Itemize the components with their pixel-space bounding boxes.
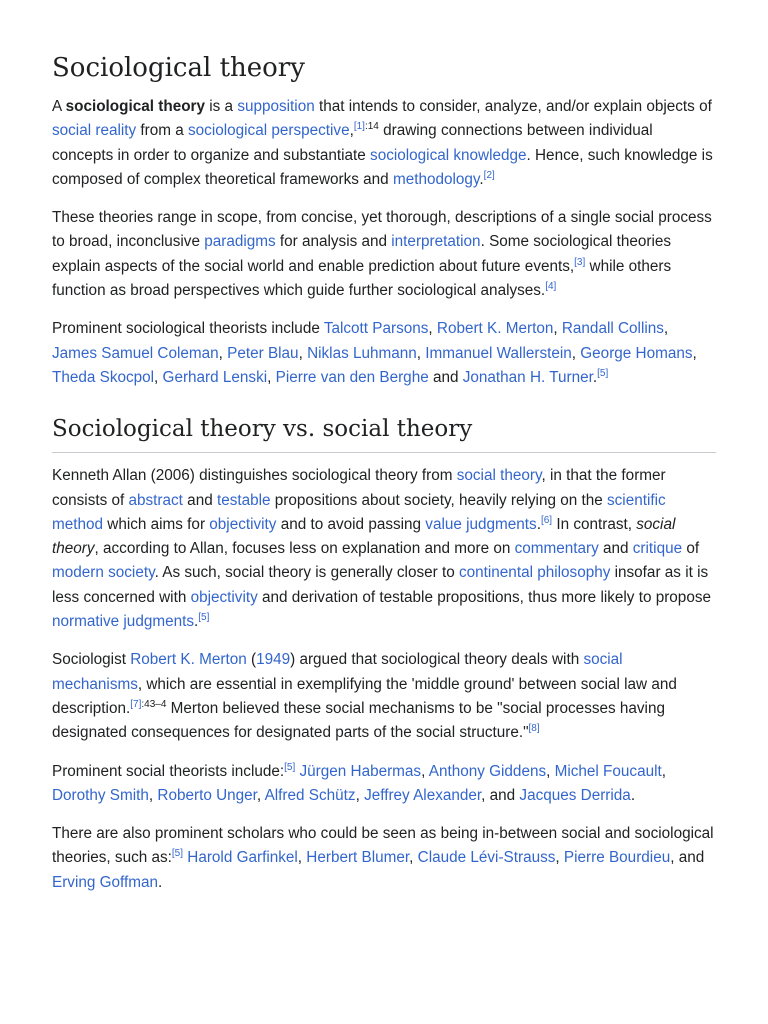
- citation-6[interactable]: [6]: [540, 514, 553, 526]
- link-george-homans[interactable]: George Homans: [580, 344, 693, 362]
- citation-3[interactable]: [3]: [574, 256, 586, 268]
- link-sociological-knowledge[interactable]: sociological knowledge: [370, 146, 527, 164]
- link-jacques-derrida[interactable]: Jacques Derrida: [519, 786, 631, 804]
- theorists-paragraph: Prominent sociological theorists include Talcott Parsons, Robert K. Merton, Randall Collins, James Samuel Coleman, Peter Blau, Niklas Luhmann, Immanuel Wallerstein, George Homans, Theda Skocpol, Gerhard Lenski, Pierre van den Berghe and Jonathan H. Turner.[5]: [52, 320, 697, 386]
- link-claude-levi-strauss[interactable]: Claude Lévi-Strauss: [417, 849, 556, 867]
- page-title: Sociological theory: [52, 53, 305, 83]
- link-value-judgments[interactable]: value judgments: [425, 515, 537, 533]
- section-heading: Sociological theory vs. social theory: [52, 390, 716, 453]
- social-theorists-paragraph: Prominent social theorists include:[5] Jürgen Habermas, Anthony Giddens, Michel Foucault, Dorothy Smith, Roberto Unger, Alfred Schütz, Jeffrey Alexander, and Jacques Derrida.: [52, 761, 666, 804]
- link-normative-judgments[interactable]: normative judgments: [52, 613, 194, 631]
- link-anthony-giddens[interactable]: Anthony Giddens: [428, 762, 547, 780]
- link-michel-foucault[interactable]: Michel Foucault: [554, 762, 662, 780]
- link-pierre-van-den-berghe[interactable]: Pierre van den Berghe: [275, 368, 429, 386]
- link-social-theory[interactable]: social theory: [456, 467, 542, 485]
- link-talcott-parsons[interactable]: Talcott Parsons: [323, 320, 429, 338]
- link-erving-goffman[interactable]: Erving Goffman: [52, 873, 158, 891]
- link-commentary[interactable]: commentary: [514, 540, 599, 558]
- link-harold-garfinkel[interactable]: Harold Garfinkel: [187, 849, 298, 867]
- link-interpretation[interactable]: interpretation: [391, 233, 481, 251]
- link-gerhard-lenski[interactable]: Gerhard Lenski: [162, 368, 268, 386]
- citation-5[interactable]: [5]: [597, 367, 609, 379]
- link-jeffrey-alexander[interactable]: Jeffrey Alexander: [364, 786, 482, 804]
- link-supposition[interactable]: supposition: [237, 98, 315, 115]
- link-james-coleman[interactable]: James Samuel Coleman: [52, 344, 219, 362]
- link-methodology[interactable]: methodology: [392, 170, 480, 188]
- link-dorothy-smith[interactable]: Dorothy Smith: [52, 786, 149, 804]
- link-modern-society[interactable]: modern society: [52, 564, 155, 582]
- link-robert-merton[interactable]: Robert K. Merton: [436, 320, 554, 338]
- citation-5c[interactable]: [5]: [284, 761, 296, 773]
- intro-paragraph: A sociological theory is a supposition that intends to consider, analyze, and/or explain objects of social reality from a sociological perspective,$^{[1]:14}$ drawing connections between individual concepts in order to organize and substantiate sociological knowledge. Hence, such knowledge is composed of complex theoretical frameworks and methodology.[2]: [52, 98, 713, 188]
- link-social-mechanisms[interactable]: social mechanisms: [52, 651, 623, 693]
- link-alfred-schutz[interactable]: Alfred Schütz: [264, 786, 356, 804]
- merton-paragraph: Sociologist Robert K. Merton (1949) argued that sociological theory deals with social mechanisms, which are essential in exemplifying the 'middle ground' between social law and description.$^{[7]:43-4}$ Merton believed these social mechanisms to be "social processes having designated consequences for designated parts of the social structure."[8]: [52, 651, 677, 742]
- link-critique[interactable]: critique: [632, 540, 683, 558]
- scope-paragraph: These theories range in scope, from concise, yet thorough, descriptions of a single social process to broad, inconclusive paradigms for analysis and interpretation. Some sociological theories explain aspects of the social world and enable prediction about future events,[3] while others function as broad perspectives which guide further sociological analyses.[4]: [52, 209, 712, 300]
- link-roberto-unger[interactable]: Roberto Unger: [157, 786, 257, 804]
- link-randall-collins[interactable]: Randall Collins: [561, 320, 664, 338]
- link-herbert-blumer[interactable]: Herbert Blumer: [306, 849, 410, 867]
- link-objectivity-2[interactable]: objectivity: [190, 588, 258, 606]
- citation-2[interactable]: [2]: [483, 169, 495, 181]
- link-1949[interactable]: 1949: [256, 651, 291, 669]
- link-merton[interactable]: Robert K. Merton: [130, 651, 247, 669]
- citation-1[interactable]: [1]:14: [353, 121, 379, 133]
- link-jurgen-habermas[interactable]: Jürgen Habermas: [299, 762, 422, 780]
- bold-term: sociological theory: [65, 98, 206, 115]
- link-immanuel-wallerstein[interactable]: Immanuel Wallerstein: [425, 344, 572, 362]
- link-objectivity[interactable]: objectivity: [209, 515, 277, 533]
- link-theda-skocpol[interactable]: Theda Skocpol: [52, 368, 155, 386]
- citation-4[interactable]: [4]: [545, 280, 557, 292]
- link-niklas-luhmann[interactable]: Niklas Luhmann: [307, 344, 417, 362]
- link-continental-philosophy[interactable]: continental philosophy: [458, 564, 611, 582]
- link-testable[interactable]: testable: [216, 491, 271, 509]
- link-paradigms[interactable]: paradigms: [204, 233, 276, 251]
- link-scientific-method[interactable]: scientific method: [52, 491, 666, 533]
- link-pierre-bourdieu[interactable]: Pierre Bourdieu: [563, 849, 671, 867]
- citation-5b[interactable]: [5]: [198, 611, 210, 623]
- citation-5d[interactable]: [5]: [171, 848, 184, 860]
- allan-paragraph: Kenneth Allan (2006) distinguishes sociological theory from social theory, in that the former consists of abstract and testable propositions about society, heavily relying on the scientific method which aims for objectivity and to avoid passing value judgments.[6] In contrast, social theory, according to Allan, focuses less on explanation and more on commentary and critique of modern society. As such, social theory is generally closer to continental philosophy insofar as it is less concerned with objectivity and derivation of testable propositions, thus more likely to propose normative judgments.[5]: [52, 467, 711, 631]
- in-between-paragraph: There are also prominent scholars who could be seen as being in-between social and sociological theories, such as:[5] Harold Garfinkel, Herbert Blumer, Claude Lévi-Strauss, Pierre Bourdieu, and Erving Goffman.: [52, 825, 714, 891]
- italic-term: social theory: [52, 515, 676, 558]
- link-abstract[interactable]: abstract: [128, 491, 183, 509]
- citation-8[interactable]: [8]: [528, 723, 540, 735]
- citation-7[interactable]: [7]:43–4: [130, 698, 167, 710]
- link-peter-blau[interactable]: Peter Blau: [227, 344, 299, 362]
- link-social-reality[interactable]: social reality: [52, 122, 137, 140]
- link-jonathan-turner[interactable]: Jonathan H. Turner: [462, 368, 593, 386]
- link-sociological-perspective[interactable]: sociological perspective: [188, 122, 350, 140]
